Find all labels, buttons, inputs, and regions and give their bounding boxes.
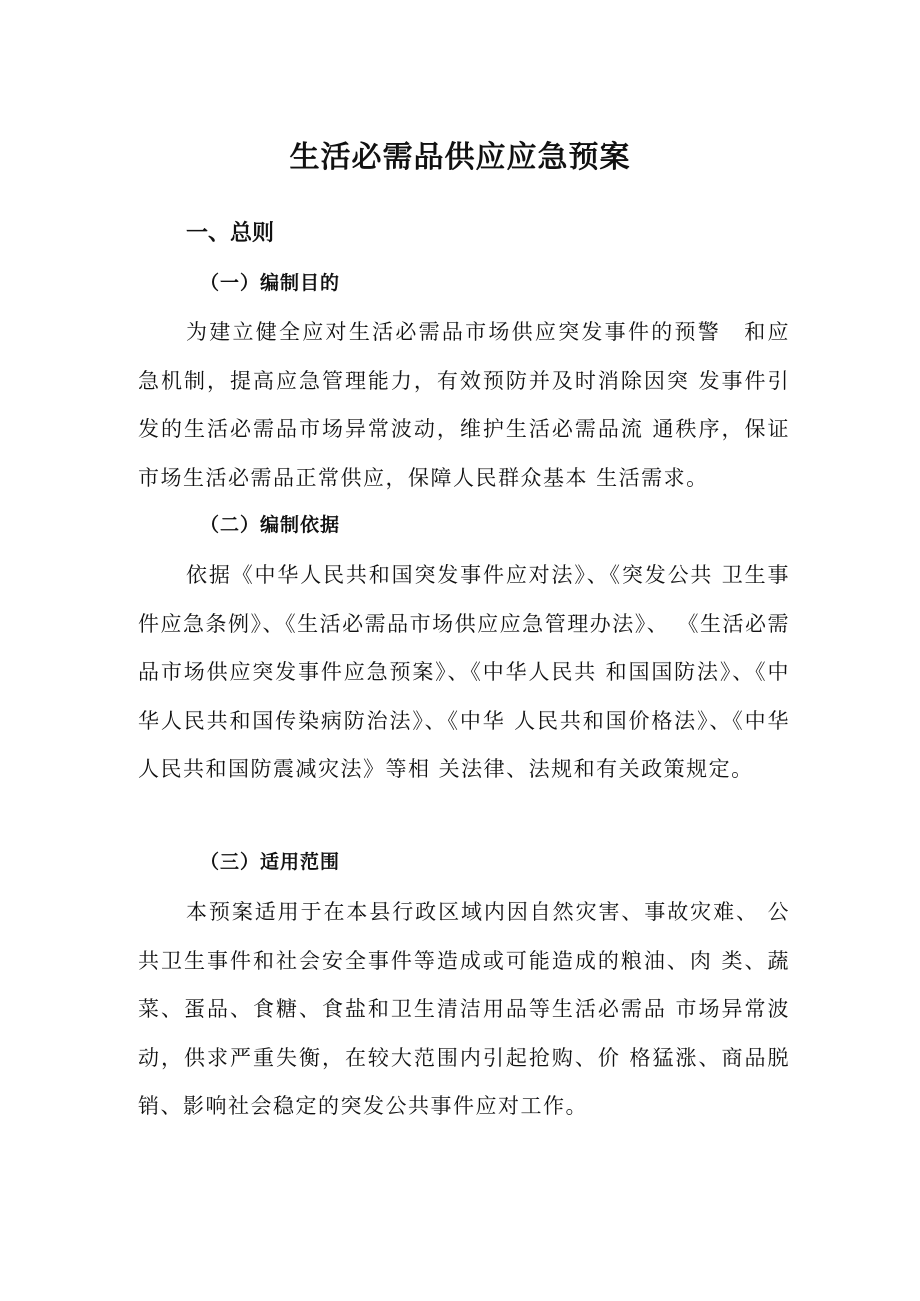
- subsection-heading-scope: （三）适用范围: [200, 851, 341, 873]
- paragraph-scope: 本预案适用于在本县行政区域内因自然灾害、事故灾难、 公共卫生事件和社会安全事件等造成或可能造成的粮油、肉 类、蔬菜、蛋品、食糖、食盐和卫生清洁用品等生活必需品 市场异常波动，供求严重失衡，在较大范围内引起抢购、价 格猛涨、商品脱销、影响社会稳定的突发公共事件应对工作。: [138, 900, 790, 1118]
- paragraph-purpose: 为建立健全应对生活必需品市场供应突发事件的预警 和应急机制，提高应急管理能力，有效预防并及时消除因突 发事件引发的生活必需品市场异常波动，维护生活必需品流 通秩序，保证市场生活必需品正常供应，保障人民群众基本 生活需求。: [138, 320, 790, 490]
- document-title: 生活必需品供应应急预案: [289, 140, 631, 175]
- subsection-heading-purpose: （一）编制目的: [200, 272, 341, 294]
- section-heading-general: 一、总则: [186, 221, 275, 246]
- paragraph-basis: 依据《中华人民共和国突发事件应对法》、《突发公共 卫生事件应急条例》、《生活必需品市场供应应急管理办法》、 《生活必需品市场供应突发事件应急预案》、《中华人民共 和国国防法》、《中华人民共和国传染病防治法》、《中华 人民共和国价格法》、《中华人民共和国防震减灾法》等相 关法律、法规和有关政策规定。: [138, 563, 790, 781]
- subsection-heading-basis: （二）编制依据: [200, 514, 341, 536]
